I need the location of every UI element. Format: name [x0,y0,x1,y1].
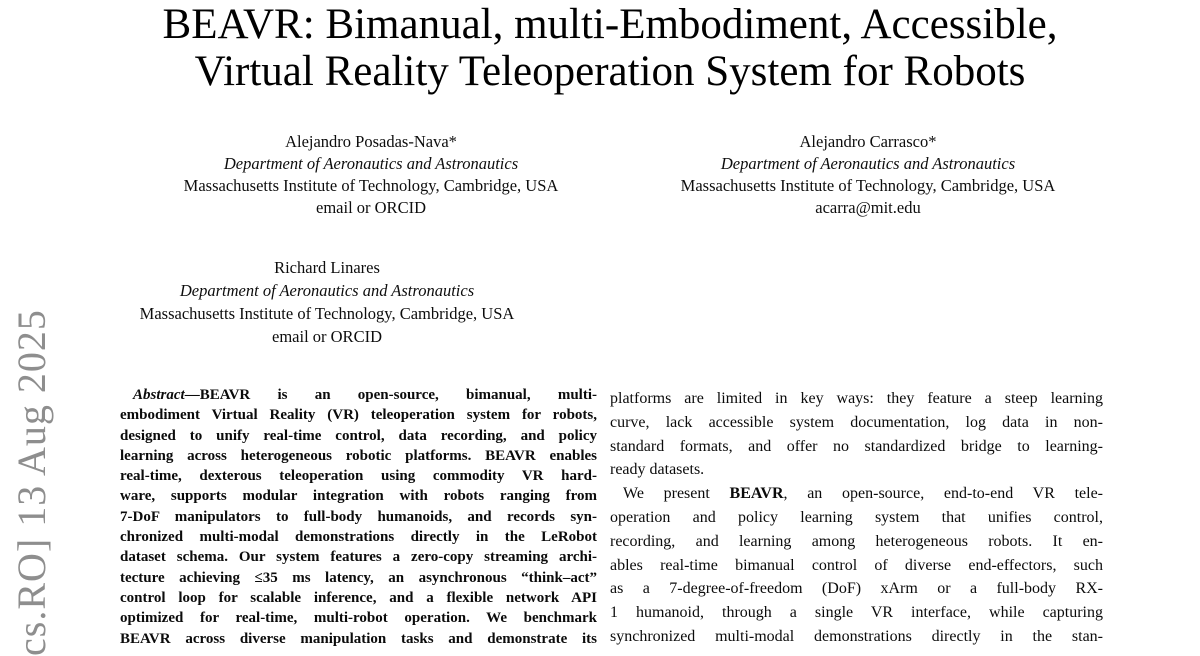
text-line: standard formats, and offer no standardized bridge to learning- [610,437,1103,455]
author-institution: Massachusetts Institute of Technology, Cambridge, USA [139,304,515,323]
text-line: curve, lack accessible system documentation, log data in non- [610,413,1103,431]
text-line: operation and policy learning system that unifies control, [610,508,1103,526]
author-contact: email or ORCID [272,327,382,346]
text-line: tecture achieving ≤35 ms latency, an asynchronous “think–act” [120,569,597,586]
author-block-posadas-nava [141,131,601,219]
author-name: Alejandro Carrasco* [799,132,937,151]
paper-title [110,1,1110,95]
author-department: Department of Aeronautics and Astronautics [720,154,1016,173]
author-department: Department of Aeronautics and Astronautics [179,281,475,300]
abstract-column [120,385,597,649]
arxiv-stamp: cs.RO] 13 Aug 2025 [9,309,54,656]
text-line: We present BEAVR, an open-source, end-to-end VR tele- [623,485,1104,503]
text-line: learning across heterogeneous robotic platforms. BEAVR enables [120,447,597,464]
text-line: designed to unify real-time control, data recording, and policy [120,427,597,444]
text-line: platforms are limited in key ways: they feature a steep learning [610,390,1103,407]
text-line: ware, supports modular integration with robots ranging from [120,488,597,505]
intro-column [610,387,1103,649]
author-institution: Massachusetts Institute of Technology, Cambridge, USA [680,176,1056,195]
author-block-carrasco [638,131,1098,219]
author-name: Richard Linares [274,258,380,277]
paper-title-line-2: Virtual Reality Teleoperation System for Robots [194,48,1026,95]
text-line: BEAVR across diverse manipulation tasks and demonstrate its [120,630,597,647]
author-contact: email or ORCID [316,198,426,217]
author-name: Alejandro Posadas-Nava* [285,132,457,151]
text-line: 7-DoF manipulators to full-body humanoids, and records syn- [120,508,597,525]
text-line: control loop for scalable inference, and a flexible network API [120,589,597,606]
text-line: ables real-time bimanual control of diverse end-effectors, such [610,556,1103,574]
text-line: real-time, dexterous teleoperation using commodity VR hard- [120,468,597,485]
author-block-linares [97,256,557,348]
text-line: 1 humanoid, through a single VR interface, while capturing [610,604,1103,622]
text-line: as a 7-degree-of-freedom (DoF) xArm or a full-body RX- [610,580,1103,598]
author-department: Department of Aeronautics and Astronautics [223,154,519,173]
author-institution: Massachusetts Institute of Technology, Cambridge, USA [183,176,559,195]
author-contact: acarra@mit.edu [815,198,921,217]
paper-title-line-1: BEAVR: Bimanual, multi-Embodiment, Accessible, [162,1,1058,48]
text-line: synchronized multi-modal demonstrations directly in the stan- [610,627,1103,645]
text-line: ready datasets. [610,461,705,479]
text-line: Abstract—BEAVR is an open-source, bimanual, multi- [133,387,597,403]
text-line: chronized multi-modal demonstrations directly in the LeRobot [120,529,597,546]
text-line: embodiment Virtual Reality (VR) teleoperation system for robots, [120,407,597,424]
text-line: recording, and learning among heterogeneous robots. It en- [610,532,1103,550]
text-line: optimized for real-time, multi-robot operation. We benchmark [120,610,597,627]
text-line: dataset schema. Our system features a zero-copy streaming archi- [120,549,597,566]
